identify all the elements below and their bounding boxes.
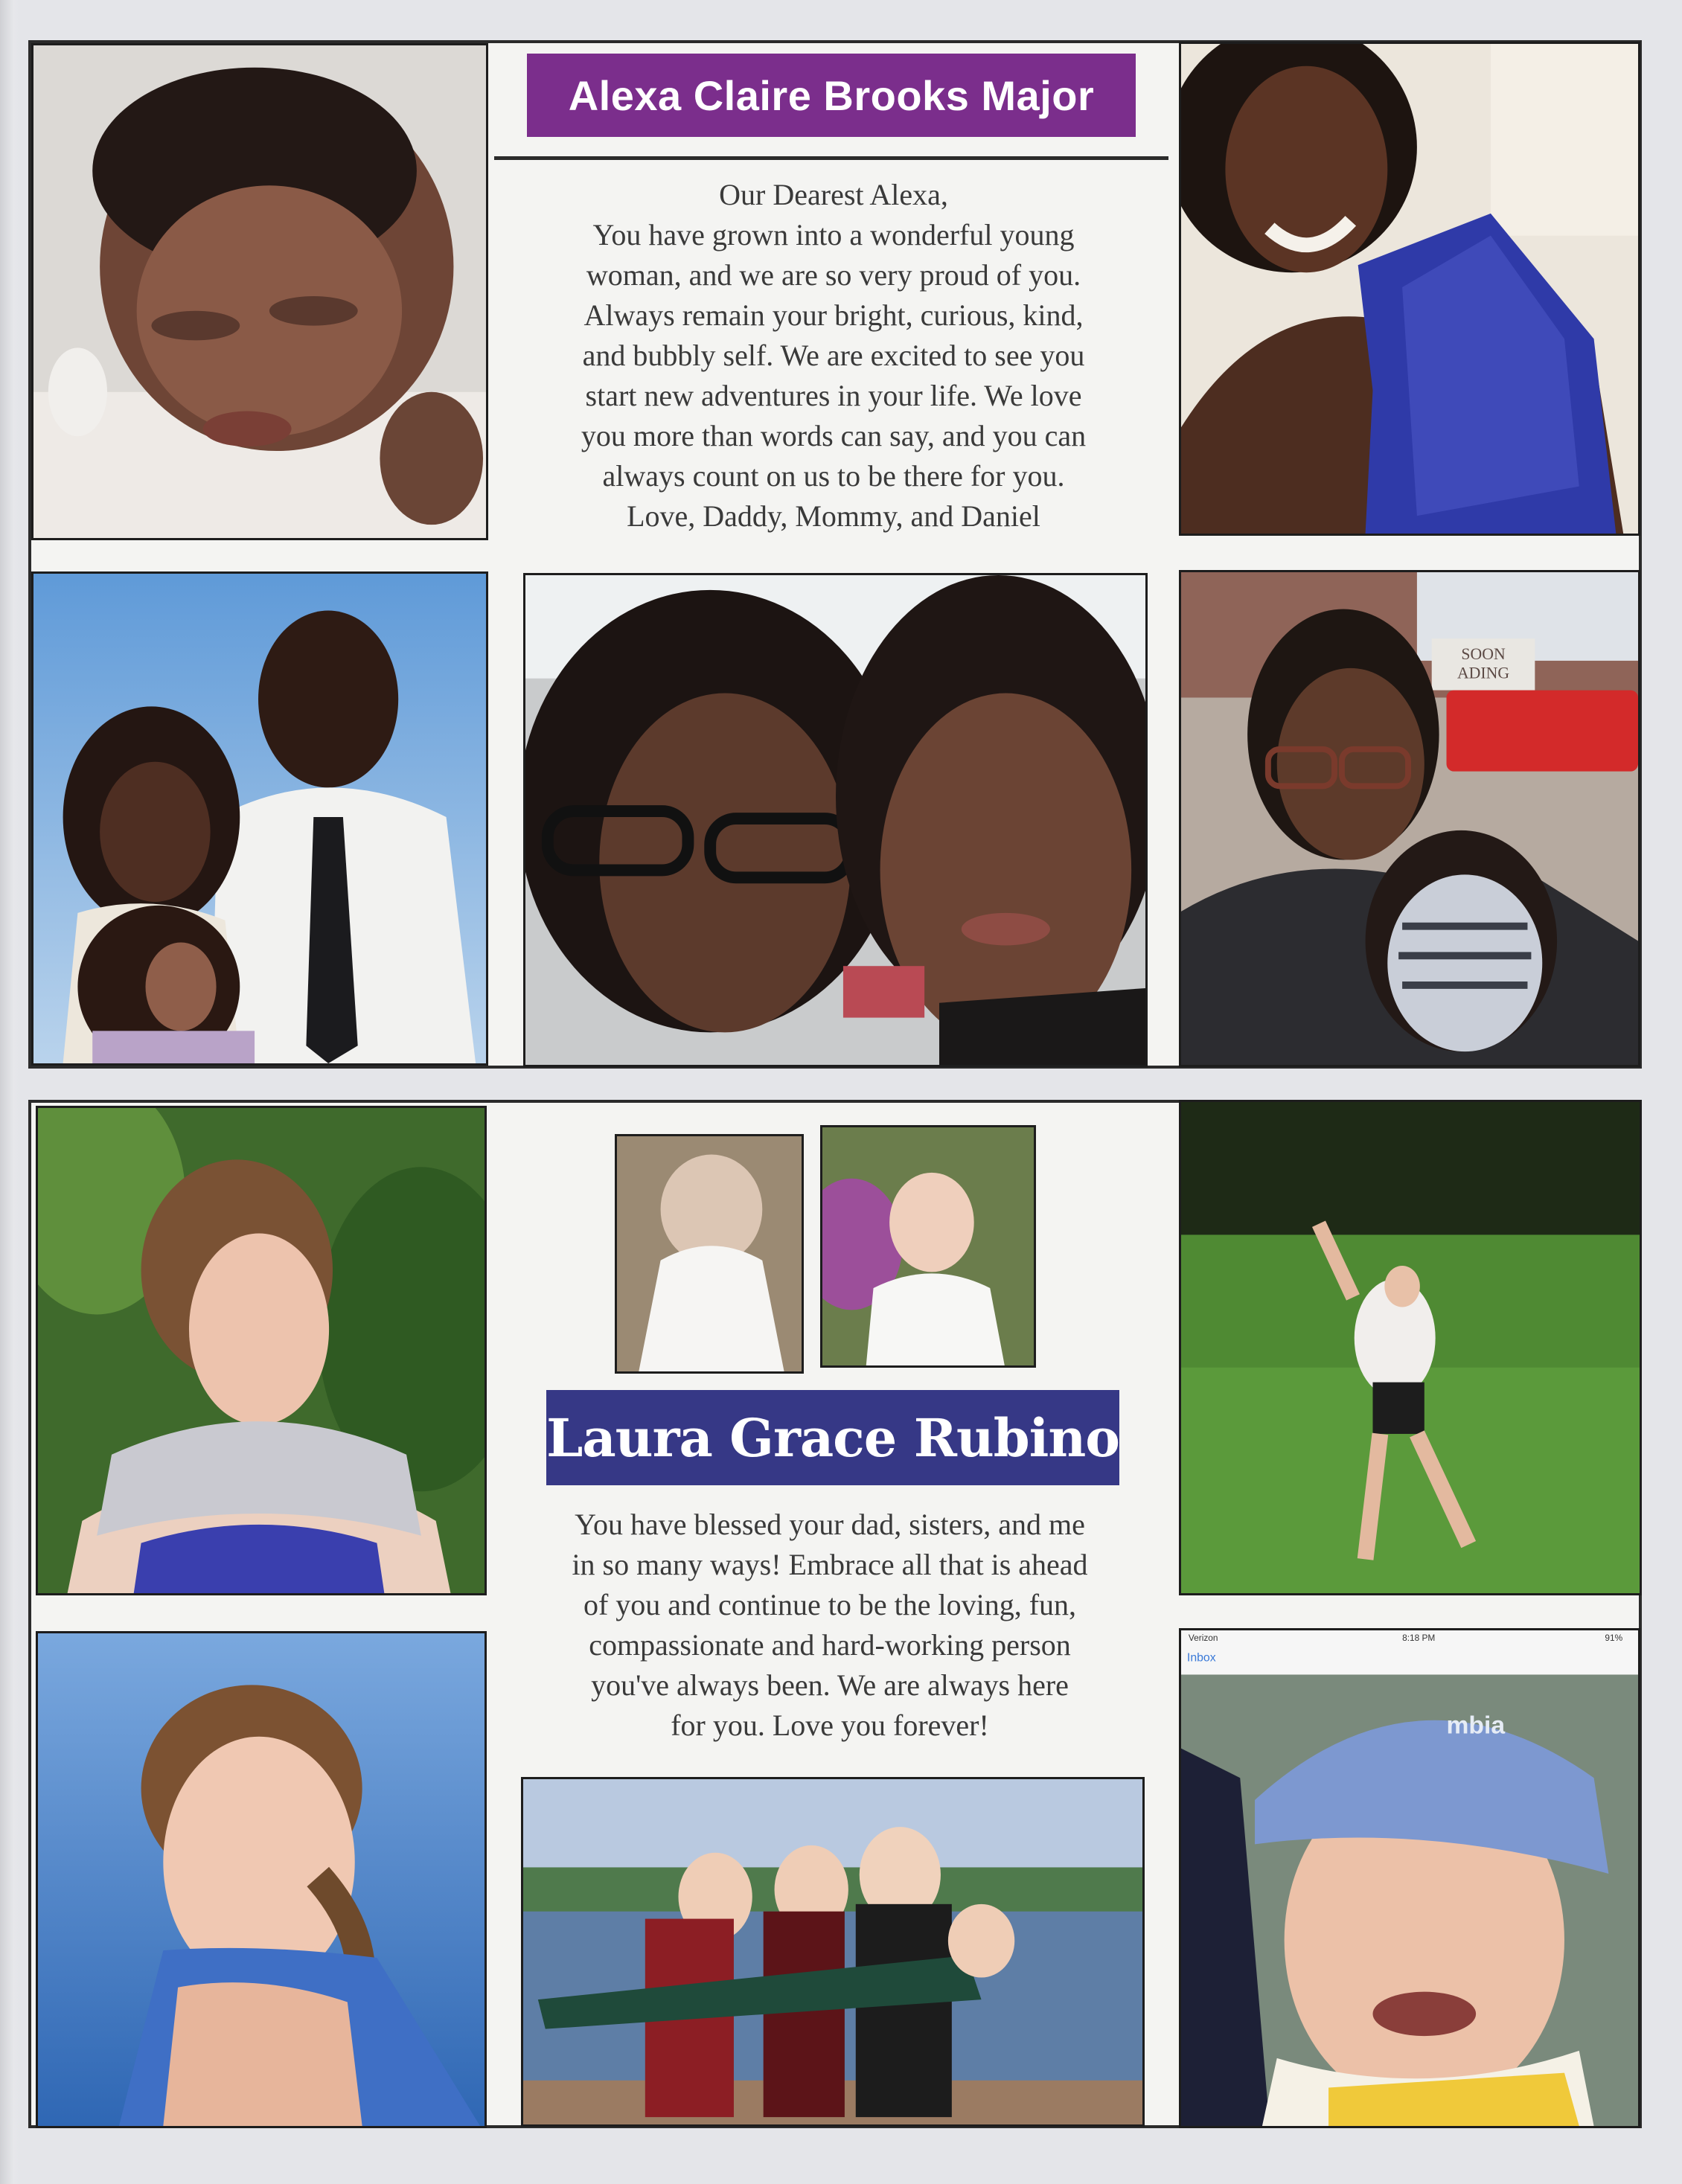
alexa-name-banner: Alexa Claire Brooks Major [527,54,1136,137]
message-line: compassionate and hard-working person [589,1628,1071,1662]
message-line: you more than words can say, and you can [581,419,1087,452]
message-line: Our Dearest Alexa, [719,178,948,211]
alexa-with-mom-selfie-photo [523,573,1148,1067]
laura-communion-photo [820,1125,1036,1368]
alexa-sequin-dress-photo [1179,42,1640,536]
laura-friends-dock-photo [521,1777,1145,2127]
phone-carrier-text: Verizon [1188,1632,1218,1643]
message-line: Love, Daddy, Mommy, and Daniel [627,499,1040,533]
alexa-title-rule [494,156,1168,160]
alexa-with-brother-facepaint-photo [1179,570,1640,1067]
message-line: for you. Love you forever! [671,1709,989,1742]
phone-time-text: 8:18 PM [1402,1632,1436,1643]
laura-prom-gown-photo [36,1106,487,1595]
laura-phone-selfie-photo [1179,1628,1640,2128]
alexa-message [514,175,1154,537]
phone-inbox-text: Inbox [1186,1651,1216,1665]
message-line: You have grown into a wonderful young [592,218,1075,252]
alexa-baby-photo [31,43,488,540]
sign-text-line1: SOON [1461,644,1506,663]
alexa-with-dad-photo [31,571,488,1066]
laura-golf-swing-photo [1179,1100,1642,1595]
message-line: Always remain your bright, curious, kind, [583,298,1084,332]
laura-baby-photo [615,1134,804,1374]
sign-text-line2: ADING [1456,664,1510,682]
message-line: and bubbly self. We are excited to see you [582,339,1085,372]
laura-message [515,1505,1145,1746]
phone-battery-text: 91% [1605,1632,1623,1643]
message-line: woman, and we are so very proud of you. [586,258,1081,292]
message-line: You have blessed your dad, sisters, and me [575,1508,1085,1541]
cap-logo-text: mbia [1446,1711,1506,1740]
message-line: of you and continue to be the loving, fun, [583,1588,1077,1621]
page-spine [0,0,19,2184]
message-line: in so many ways! Embrace all that is ahead [572,1548,1088,1581]
message-line: start new adventures in your life. We love [585,379,1082,412]
message-line: you've always been. We are always here [591,1668,1069,1702]
laura-name-banner: Laura Grace Rubino [546,1390,1119,1485]
message-line: always count on us to be there for you. [602,459,1065,493]
laura-water-portrait-photo [36,1631,487,2128]
